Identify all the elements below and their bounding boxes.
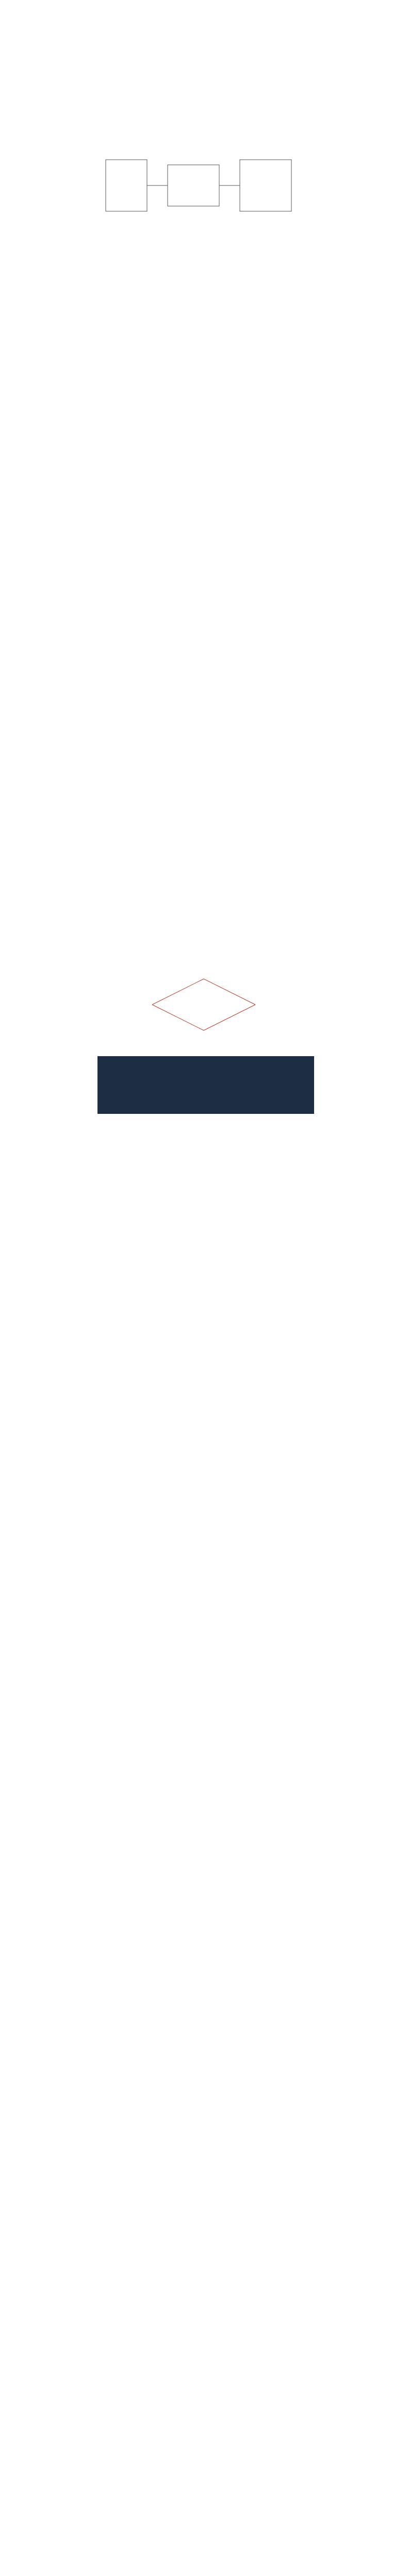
arrow-line <box>152 979 204 1005</box>
arrow-line <box>204 979 255 1005</box>
concept-map-figure <box>101 155 297 216</box>
arrow-line <box>204 1005 255 1030</box>
slide-panel <box>97 1056 314 1114</box>
concept-map-box <box>168 165 219 206</box>
reaction-network-figure <box>121 969 286 1041</box>
concept-map-box <box>106 160 147 211</box>
arrow-line <box>152 1005 204 1030</box>
concept-map-box <box>240 160 291 211</box>
worksheet-page <box>90 0 320 2576</box>
